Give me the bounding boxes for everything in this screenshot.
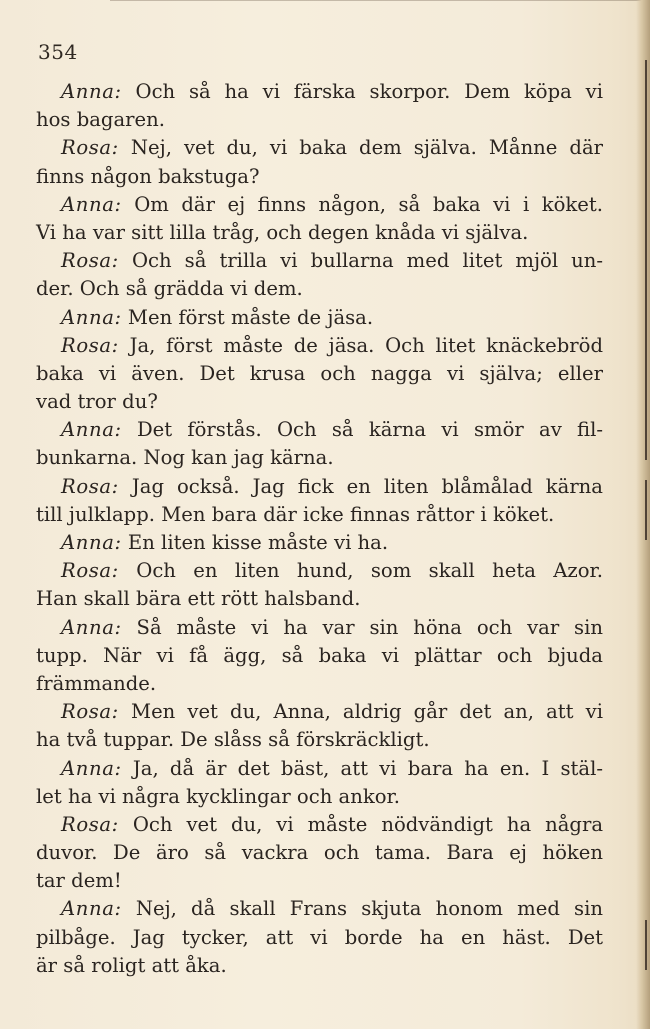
- speaker-name: Anna:: [61, 531, 122, 554]
- text-line: [36, 444, 603, 472]
- line-text: Ja, först måste de jäsa. Och litet knäckebröd: [129, 333, 603, 357]
- line-text: hos bagaren.: [36, 108, 165, 132]
- binding-shadow: [645, 480, 647, 540]
- line-text: Nej, vet du, vi baka dem själva. Månne där: [130, 136, 604, 160]
- line-text: Och så trilla vi bullarna med litet mjöl un-: [131, 249, 604, 273]
- text-line: [36, 191, 603, 219]
- text-line: [36, 304, 603, 332]
- text-line: [36, 473, 603, 501]
- text-line: [36, 557, 603, 585]
- line-text: Om där ej finns någon, så baka vi i köket.: [134, 192, 603, 216]
- line-text: Och så ha vi färska skorpor. Dem köpa vi: [135, 80, 603, 103]
- line-text: Och en liten hund, som skall heta Azor.: [136, 559, 603, 583]
- text-line: [36, 755, 603, 783]
- speaker-name: Rosa:: [61, 136, 119, 160]
- line-text: ha två tuppar. De slåss så förskräckligt.: [36, 728, 430, 752]
- line-text: Och vet du, vi måste nödvändigt ha några: [132, 812, 603, 836]
- text-line: [36, 867, 603, 895]
- text-line: [36, 839, 603, 867]
- page-right-edge: [636, 0, 650, 1029]
- line-text: Nej, då skall Frans skjuta honom med sin: [135, 897, 603, 921]
- speaker-name: Rosa:: [61, 700, 119, 724]
- speaker-name: Rosa:: [61, 474, 119, 498]
- line-text: tupp. När vi få ägg, så baka vi plättar och bjuda: [36, 643, 603, 667]
- line-text: baka vi även. Det krusa och nagga vi själva; eller: [36, 361, 603, 385]
- line-text: finns någon bakstuga?: [36, 164, 260, 188]
- text-line: [36, 670, 603, 698]
- speaker-name: Anna:: [61, 897, 122, 921]
- line-text: är så roligt att åka.: [36, 953, 227, 977]
- line-text: En liten kisse måste vi ha.: [127, 531, 389, 554]
- text-line: [36, 698, 603, 726]
- text-line: [36, 416, 603, 444]
- text-line: [36, 78, 603, 106]
- text-line: [36, 360, 603, 388]
- line-text: Jag också. Jag fick en liten blåmålad kärna: [131, 474, 603, 498]
- line-text: der. Och så grädda vi dem.: [36, 277, 303, 301]
- line-text: Det förstås. Och så kärna vi smör av fil-: [136, 418, 603, 442]
- line-text: Men vet du, Anna, aldrig går det an, att vi: [131, 700, 603, 724]
- line-text: Vi ha var sitt lilla tråg, och degen knåda vi själva.: [36, 220, 529, 244]
- text-line: [36, 388, 603, 416]
- text-line: [36, 134, 603, 162]
- text-line: [36, 247, 603, 275]
- page-number: 354: [38, 40, 78, 64]
- speaker-name: Anna:: [61, 80, 122, 103]
- text-line: [36, 163, 603, 191]
- line-text: Så måste vi ha var sin höna och var sin: [136, 615, 603, 639]
- line-text: tar dem!: [36, 869, 122, 893]
- speaker-name: Rosa:: [61, 812, 119, 836]
- line-text: pilbåge. Jag tycker, att vi borde ha en häst. Det: [36, 925, 603, 949]
- dialogue-text: [36, 78, 603, 980]
- text-line: [36, 275, 603, 303]
- text-line: [36, 332, 603, 360]
- text-line: [36, 811, 603, 839]
- line-text: let ha vi några kycklingar och ankor.: [36, 784, 400, 808]
- text-line: [36, 895, 603, 923]
- text-line: [36, 529, 603, 557]
- line-text: bunkarna. Nog kan jag kärna.: [36, 446, 334, 470]
- binding-shadow: [645, 60, 647, 460]
- speaker-name: Anna:: [61, 192, 122, 216]
- text-line: [36, 614, 603, 642]
- text-line: [36, 726, 603, 754]
- text-line: [36, 952, 603, 980]
- speaker-name: Rosa:: [61, 559, 119, 583]
- speaker-name: Anna:: [61, 418, 122, 442]
- page-top-edge: [110, 0, 650, 1]
- speaker-name: Rosa:: [61, 333, 119, 357]
- line-text: Han skall bära ett rött halsband.: [36, 587, 361, 611]
- binding-shadow: [645, 920, 647, 970]
- speaker-name: Anna:: [61, 756, 122, 780]
- speaker-name: Anna:: [61, 615, 122, 639]
- line-text: Ja, då är det bäst, att vi bara ha en. I stäl-: [132, 756, 603, 780]
- line-text: främmande.: [36, 671, 157, 695]
- line-text: till julklapp. Men bara där icke finnas råttor i köket.: [36, 502, 555, 526]
- line-text: duvor. De äro så vackra och tama. Bara ej höken: [36, 841, 603, 865]
- speaker-name: Rosa:: [61, 249, 119, 273]
- text-line: [36, 219, 603, 247]
- text-line: [36, 924, 603, 952]
- speaker-name: Anna:: [61, 305, 122, 329]
- text-line: [36, 501, 603, 529]
- text-line: [36, 585, 603, 613]
- text-line: [36, 642, 603, 670]
- text-line: [36, 783, 603, 811]
- line-text: Men först måste de jäsa.: [127, 305, 374, 329]
- line-text: vad tror du?: [36, 390, 158, 414]
- text-line: [36, 106, 603, 134]
